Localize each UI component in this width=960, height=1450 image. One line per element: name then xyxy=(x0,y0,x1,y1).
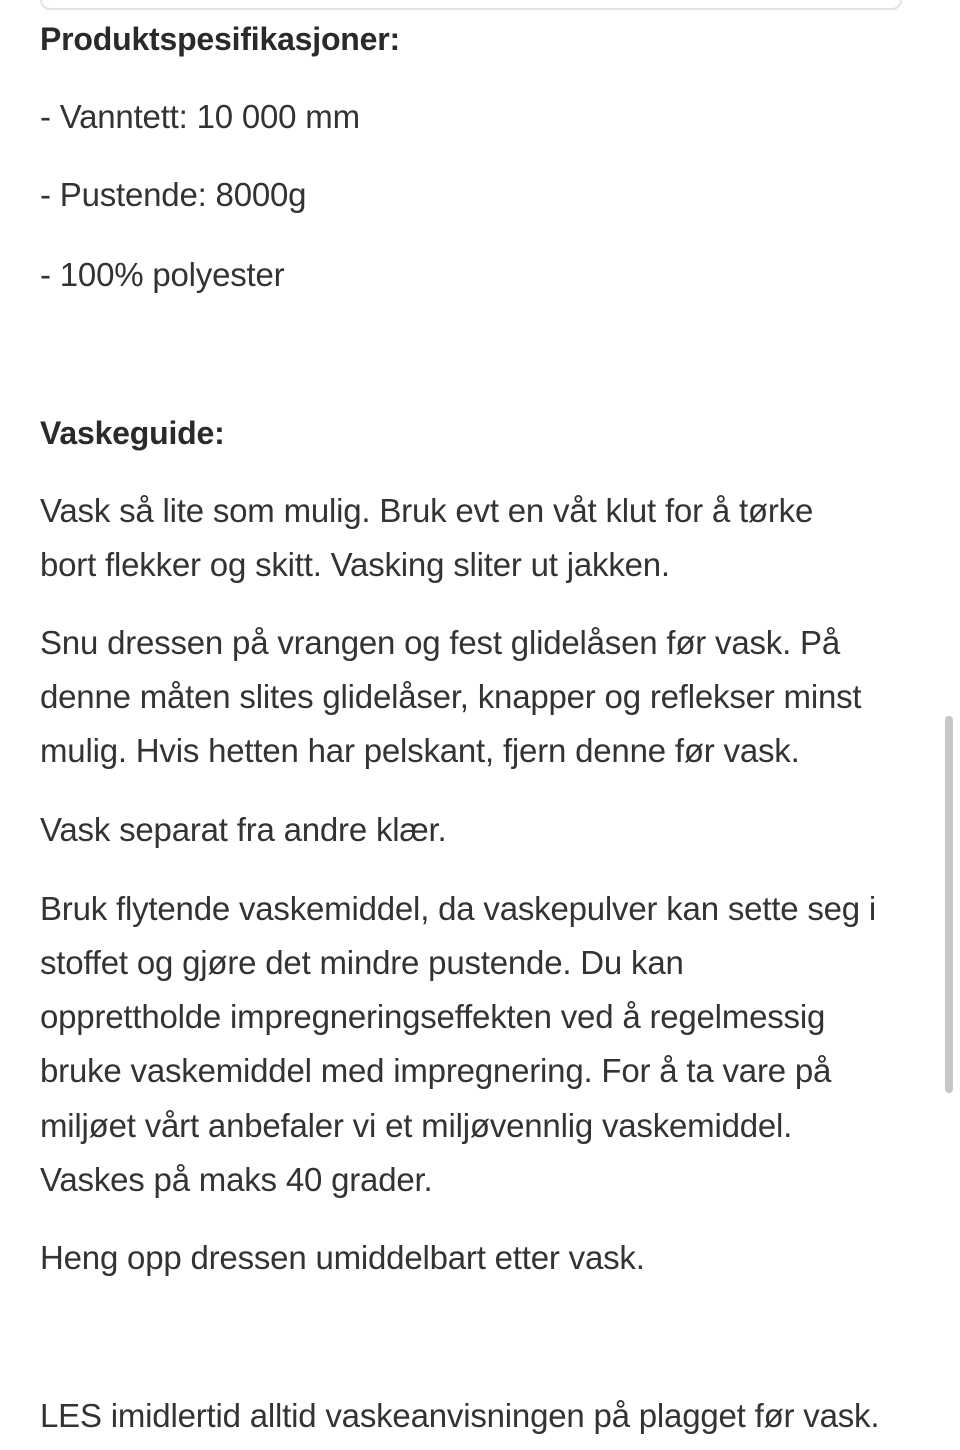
spec-material: - 100% polyester xyxy=(40,256,285,293)
wash-paragraph-2-line-2: denne måten slites glidelåser, knapper og reflekser minst xyxy=(40,678,862,715)
wash-paragraph-4-line-1: Bruk flytende vaskemiddel, da vaskepulver kan sette seg i xyxy=(40,890,877,927)
wash-guide-heading: Vaskeguide: xyxy=(40,415,225,451)
wash-paragraph-1-line-2: bort flekker og skitt. Vasking sliter ut jakken. xyxy=(40,546,670,583)
wash-label-note: LES imidlertid alltid vaskeanvisningen på plagget før vask. xyxy=(40,1397,880,1434)
scrollbar-thumb[interactable] xyxy=(945,716,953,1093)
wash-paragraph-2-line-3: mulig. Hvis hetten har pelskant, fjern denne før vask. xyxy=(40,732,800,769)
wash-paragraph-3-line-1: Vask separat fra andre klær. xyxy=(40,811,447,848)
wash-paragraph-4-line-3: opprettholde impregneringseffekten ved å regelmessig xyxy=(40,998,826,1035)
wash-paragraph-4-line-4: bruke vaskemiddel med impregnering. For å ta vare på xyxy=(40,1052,832,1089)
wash-paragraph-2-line-1: Snu dressen på vrangen og fest glidelåsen før vask. På xyxy=(40,624,841,661)
spec-waterproof: - Vanntett: 10 000 mm xyxy=(40,98,360,135)
wash-paragraph-1-line-1: Vask så lite som mulig. Bruk evt en våt klut for å tørke xyxy=(40,492,814,529)
wash-paragraph-4-line-5: miljøet vårt anbefaler vi et miljøvennlig vaskemiddel. xyxy=(40,1107,793,1144)
wash-paragraph-4-line-2: stoffet og gjøre det mindre pustende. Du kan xyxy=(40,944,684,981)
spec-breathable: - Pustende: 8000g xyxy=(40,176,307,213)
top-card-edge xyxy=(40,0,902,10)
specs-heading: Produktspesifikasjoner: xyxy=(40,21,400,57)
wash-paragraph-5-line-1: Heng opp dressen umiddelbart etter vask. xyxy=(40,1239,645,1276)
wash-paragraph-4-line-6: Vaskes på maks 40 grader. xyxy=(40,1161,433,1198)
